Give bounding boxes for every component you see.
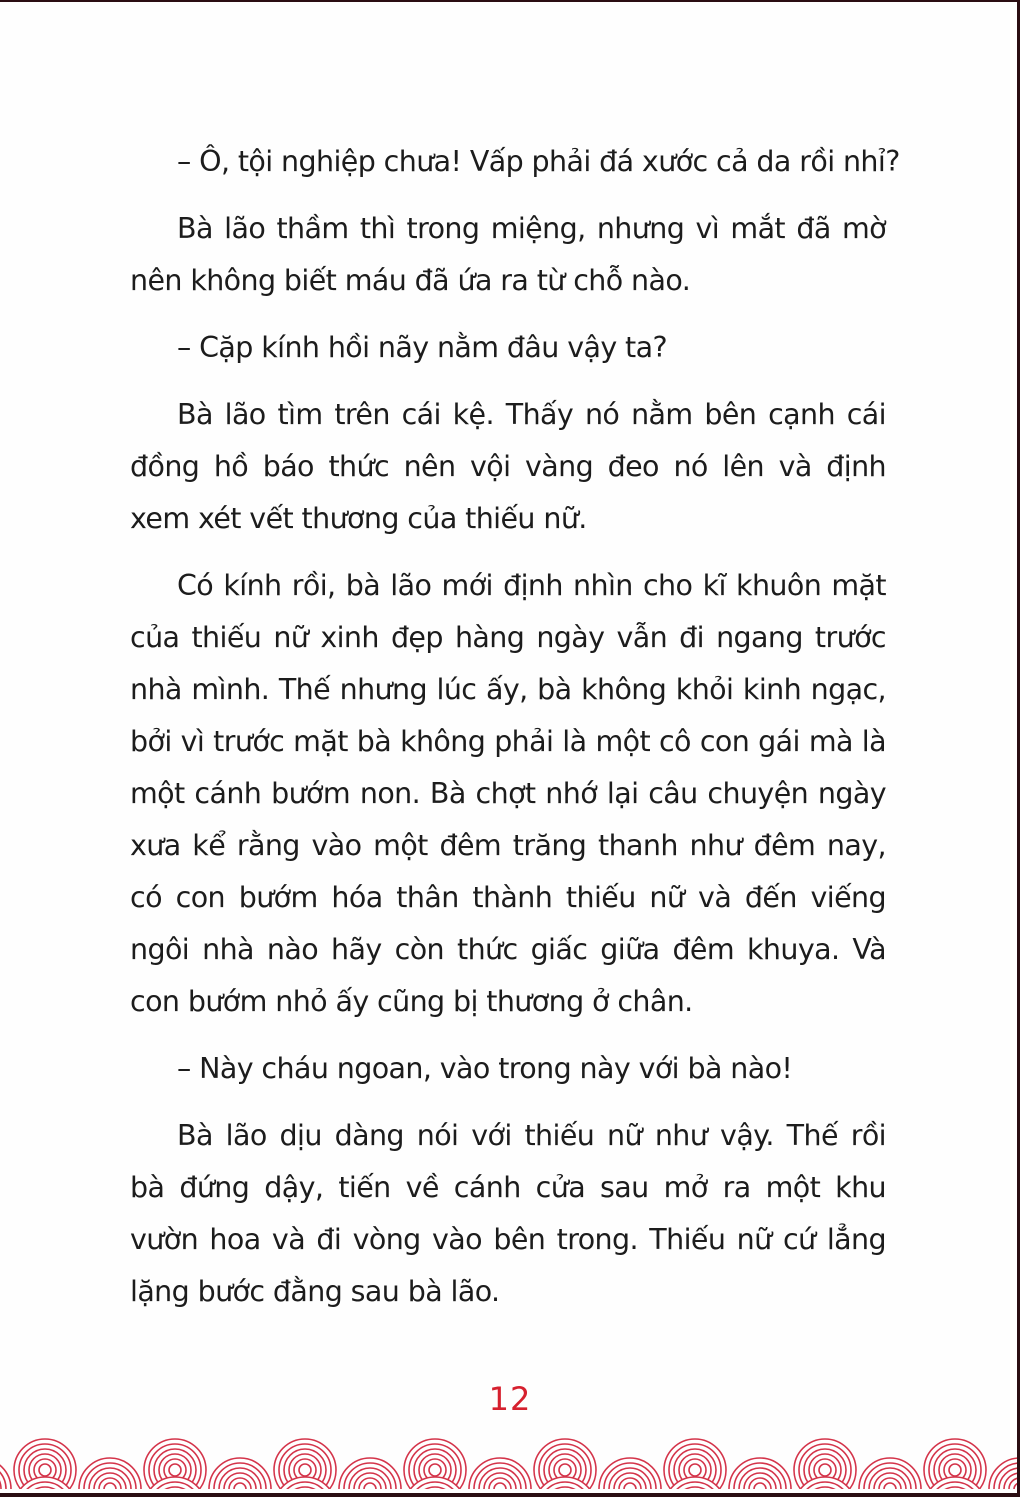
paragraph-dialogue: [130, 1043, 886, 1095]
text-line: nên không biết máu đã ứa ra từ chỗ nào.: [130, 264, 691, 297]
paragraph-narration: [130, 389, 886, 545]
paragraph-dialogue: [130, 136, 900, 188]
text-line: của thiếu nữ xinh đẹp hàng ngày vẫn đi ngang trước: [130, 621, 886, 654]
text-line: – Ô, tội nghiệp chưa! Vấp phải đá xước cả da rồi nhỉ?: [177, 145, 900, 178]
text-line: nhà mình. Thế nhưng lúc ấy, bà không khỏi kinh ngạc,: [130, 673, 886, 706]
text-line: – Này cháu ngoan, vào trong này với bà nào!: [177, 1052, 793, 1085]
text-line: lặng bước đằng sau bà lão.: [130, 1275, 500, 1308]
text-line: đồng hồ báo thức nên vội vàng đeo nó lên và định: [130, 450, 886, 483]
text-line: xưa kể rằng vào một đêm trăng thanh như đêm nay,: [130, 829, 886, 862]
seigaiha-wave-icon: [0, 1429, 1017, 1489]
text-line: – Cặp kính hồi nãy nằm đâu vậy ta?: [177, 331, 668, 364]
text-line: Bà lão dịu dàng nói với thiếu nữ như vậy. Thế rồi: [177, 1119, 886, 1152]
paragraph-narration: [130, 203, 886, 307]
text-line: ngôi nhà nào hãy còn thức giấc giữa đêm khuya. Và: [130, 933, 886, 966]
paragraph-narration: [130, 1110, 886, 1318]
text-line: bởi vì trước mặt bà không phải là một cô con gái mà là: [130, 725, 886, 758]
text-line: Bà lão tìm trên cái kệ. Thấy nó nằm bên cạnh cái: [177, 398, 886, 431]
story-text: [130, 136, 900, 1333]
text-line: bà đứng dậy, tiến về cánh cửa sau mở ra một khu: [130, 1171, 886, 1204]
text-line: con bướm nhỏ ấy cũng bị thương ở chân.: [130, 985, 693, 1018]
text-line: vườn hoa và đi vòng vào bên trong. Thiếu nữ cứ lẳng: [130, 1223, 886, 1256]
page-number: 12: [488, 1380, 532, 1418]
text-line: xem xét vết thương của thiếu nữ.: [130, 502, 587, 535]
text-line: một cánh bướm non. Bà chợt nhớ lại câu chuyện ngày: [130, 777, 886, 810]
paragraph-narration: [130, 560, 886, 1028]
text-line: Có kính rồi, bà lão mới định nhìn cho kĩ khuôn mặt: [177, 569, 886, 602]
text-line: có con bướm hóa thân thành thiếu nữ và đến viếng: [130, 881, 886, 914]
paragraph-dialogue: [130, 322, 886, 374]
text-line: Bà lão thầm thì trong miệng, nhưng vì mắt đã mờ: [177, 212, 886, 245]
